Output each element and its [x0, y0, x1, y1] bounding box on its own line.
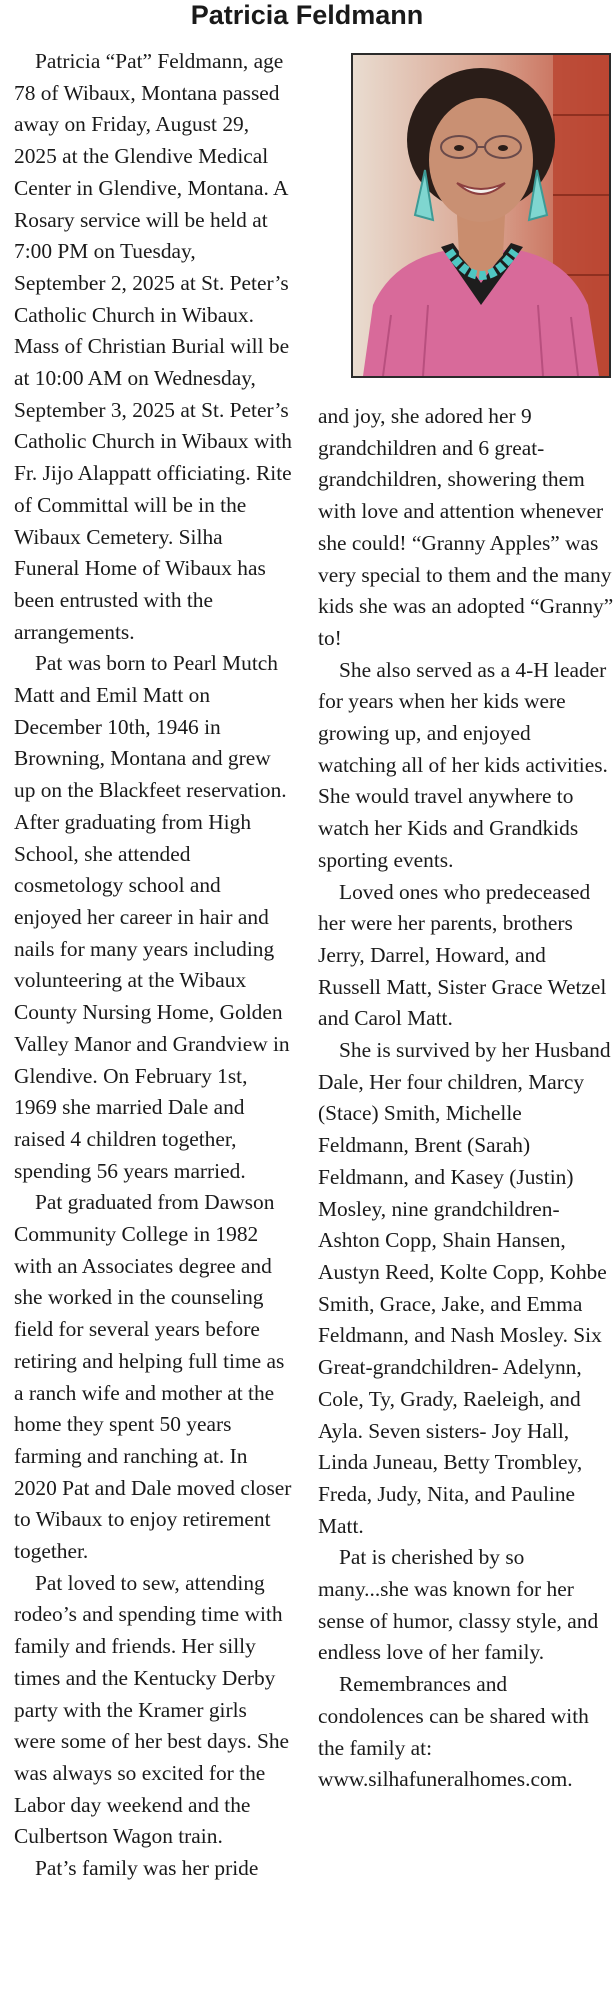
paragraph-predeceased: Loved ones who predeceased her were her parents, brothers Jerry, Darrel, Howard, and Russell Matt, Sister Grace Wetzel and Carol Matt. — [318, 879, 607, 1031]
paragraph-announcement: Patricia “Pat” Feldmann, age 78 of Wibaux, Montana passed away on Friday, August 29, 2025 at the Glendive Medical Center in Glendive, Montana. A Rosary service will be held at 7:00 PM on Tuesday, September 2, 2025 at St. Peter’s Catholic Church in Wibaux. Mass of Christian Burial will be at 10:00 AM on Wednesday, September 3, 2025 at St. Peter’s Catholic Church in Wibaux with Fr. Jijo Alappatt officiating. Rite of Committal will be in the Wibaux Cemetery. Silha Funeral Home of Wibaux has been entrusted with the arrangements. — [14, 49, 292, 644]
paragraph-survivors: She is survived by her Husband Dale, Her four children, Marcy (Stace) Smith, Michelle Feldmann, Brent (Sarah) Feldmann, and Kasey (Justin) Mosley, nine grandchildren- Ashton Copp, Shain Hansen, Austyn Reed, Kolte Copp, Kohbe Smith, Grace, Jake, and Emma Feldmann, and Nash Mosley. Six Great-grandchildren- Adelynn, Cole, Ty, Grady, Raeleigh, and Ayla. Seven sisters- Joy Hall, Linda Juneau, Betty Trombley, Freda, Judy, Nita, and Pauline Matt. — [318, 1038, 611, 1538]
paragraph-hobbies: Pat loved to sew, attending rodeo’s and spending time with family and friends. Her silly times and the Kentucky Derby party with the Kramer girls were some of her best days. She was always so excited for the Labor day weekend and the Culbertson Wagon train. — [14, 1570, 290, 1849]
paragraph-cherished: Pat is cherished by so many...she was known for her sense of humor, classy style, and endless love of her family. — [318, 1545, 599, 1665]
paragraph-education: Pat graduated from Dawson Community College in 1982 with an Associates degree and she worked in the counseling field for several years before retiring and helping full time as a ranch wife and mother at the home they spent 50 years farming and ranching at. In 2020 Pat and Dale moved closer to Wibaux to enjoy retirement together. — [14, 1190, 292, 1564]
portrait-illustration — [353, 55, 609, 376]
paragraph-early-life: Pat was born to Pearl Mutch Matt and Emil Matt on December 10th, 1946 in Browning, Montana and grew up on the Blackfeet reservation. After graduating from High School, she attended cosmetology school and enjoyed her career in hair and nails for many years including volunteering at the Wibaux County Nursing Home, Golden Valley Manor and Grandview in Glendive. On February 1st, 1969 she married Dale and raised 4 children together, spending 56 years married. — [14, 651, 290, 1183]
right-column — [318, 401, 614, 1796]
paragraph-family-continued: and joy, she adored her 9 grandchildren and 6 great-grandchildren, showering them with love and attention whenever she could! “Granny Apples” was very special to them and the many kids she was an adopted “Granny” to! — [318, 404, 614, 650]
left-column — [14, 46, 292, 1885]
paragraph-family-start: Pat’s family was her pride — [35, 1856, 259, 1881]
paragraph-4h-leader: She also served as a 4-H leader for years when her kids were growing up, and enjoyed watching all of her kids activities. She would travel anywhere to watch her Kids and Grandkids sporting events. — [318, 657, 608, 872]
paragraph-remembrances: Remembrances and condolences can be shared with the family at: www.silhafuneralhomes.com. — [318, 1672, 589, 1792]
obituary-title: Patricia Feldmann — [190, 0, 424, 30]
portrait-photo — [351, 53, 611, 378]
